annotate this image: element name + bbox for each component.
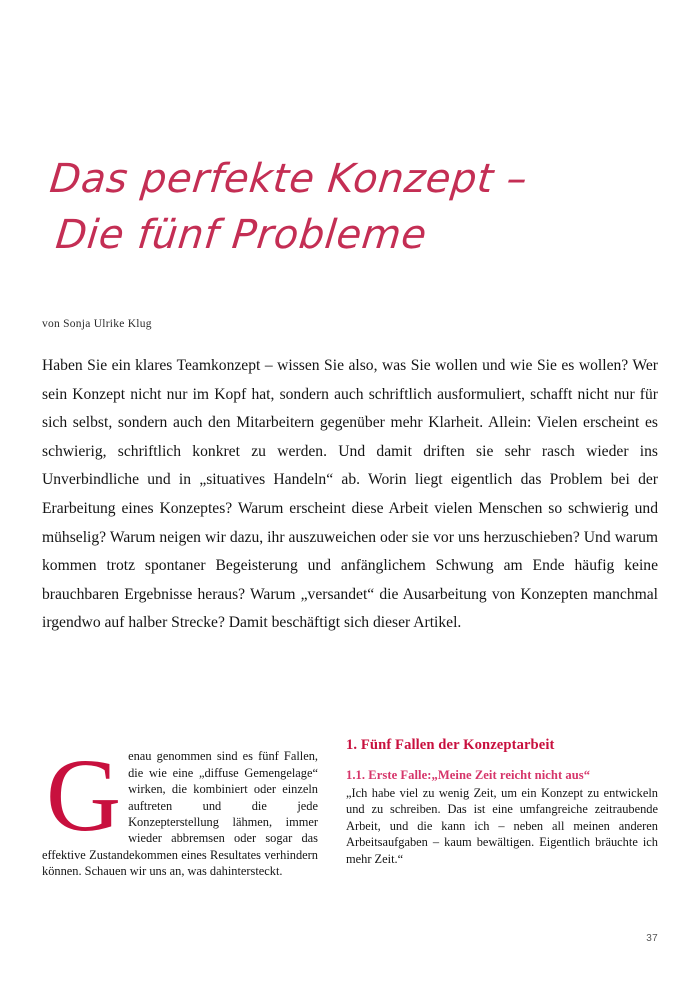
quote-paragraph: „Ich habe viel zu wenig Zeit, um ein Konzept zu entwickeln und zu schreiben. Das ist eine umfangreiche zeitraubende Arbeit, und die kann ich – neben all meinen anderen Arbeitsaufgaben – kaum bewältigen. Eigentlich bräuchte ich mehr Zeit.“ (346, 786, 658, 866)
right-column (346, 736, 658, 867)
dropcap-paragraph (42, 738, 318, 879)
left-column-body: enau genommen sind es fünf Fallen, die wie eine „diffuse Gemengelage“ wirken, die kombiniert oder einzeln auftreten und die jede Konzepterstellung lähmen, immer wieder abbremsen oder sogar das effektive Zustandekommen eines Resultates verhindern können. Schauen wir uns an, was dahintersteckt. (42, 749, 318, 879)
page-title (47, 152, 610, 262)
author-byline: von Sonja Ulrike Klug (42, 318, 152, 330)
section-heading-1-1: 1.1. Erste Falle:„Meine Zeit reicht nicht aus“ (346, 768, 591, 782)
drop-cap-letter: G (46, 738, 122, 854)
title-line-2: Die fünf Probleme (53, 212, 430, 258)
two-column-body (42, 736, 658, 916)
intro-paragraph: Haben Sie ein klares Teamkonzept – wissen Sie also, was Sie wollen und wie Sie es wollen? Wer sein Konzept nicht nur im Kopf hat, sondern auch schriftlich ausformuliert, schafft nicht nur für sich selbst, sondern auch den Mitarbeitern gegenüber mehr Klarheit. Allein: Vielen erscheint es schwierig, schriftlich konkret zu werden. Und damit driften sie sehr rasch wieder ins Unverbindliche und in „situatives Handeln“ ab. Worin liegt eigentlich das Problem bei der Erarbeitung eines Konzeptes? Warum erscheint diese Arbeit vielen Menschen so schwierig und mühselig? Warum neigen wir dazu, ihr auszuweichen oder sie vor uns herzuschieben? Und warum kommen trotz spontaner Begeisterung und anfänglichem Schwung am Ende häufig keine brauchbaren Ergebnisse heraus? Warum „versandet“ die Ausarbeitung von Konzepten manchmal irgendwo auf halber Strecke? Damit beschäftigt sich dieser Artikel. (42, 357, 658, 632)
section-heading-1: 1. Fünf Fallen der Konzeptarbeit (346, 737, 555, 753)
title-line-1: Das perfekte Konzept – (47, 156, 530, 202)
page-number: 37 (646, 933, 658, 944)
left-column (42, 736, 318, 892)
